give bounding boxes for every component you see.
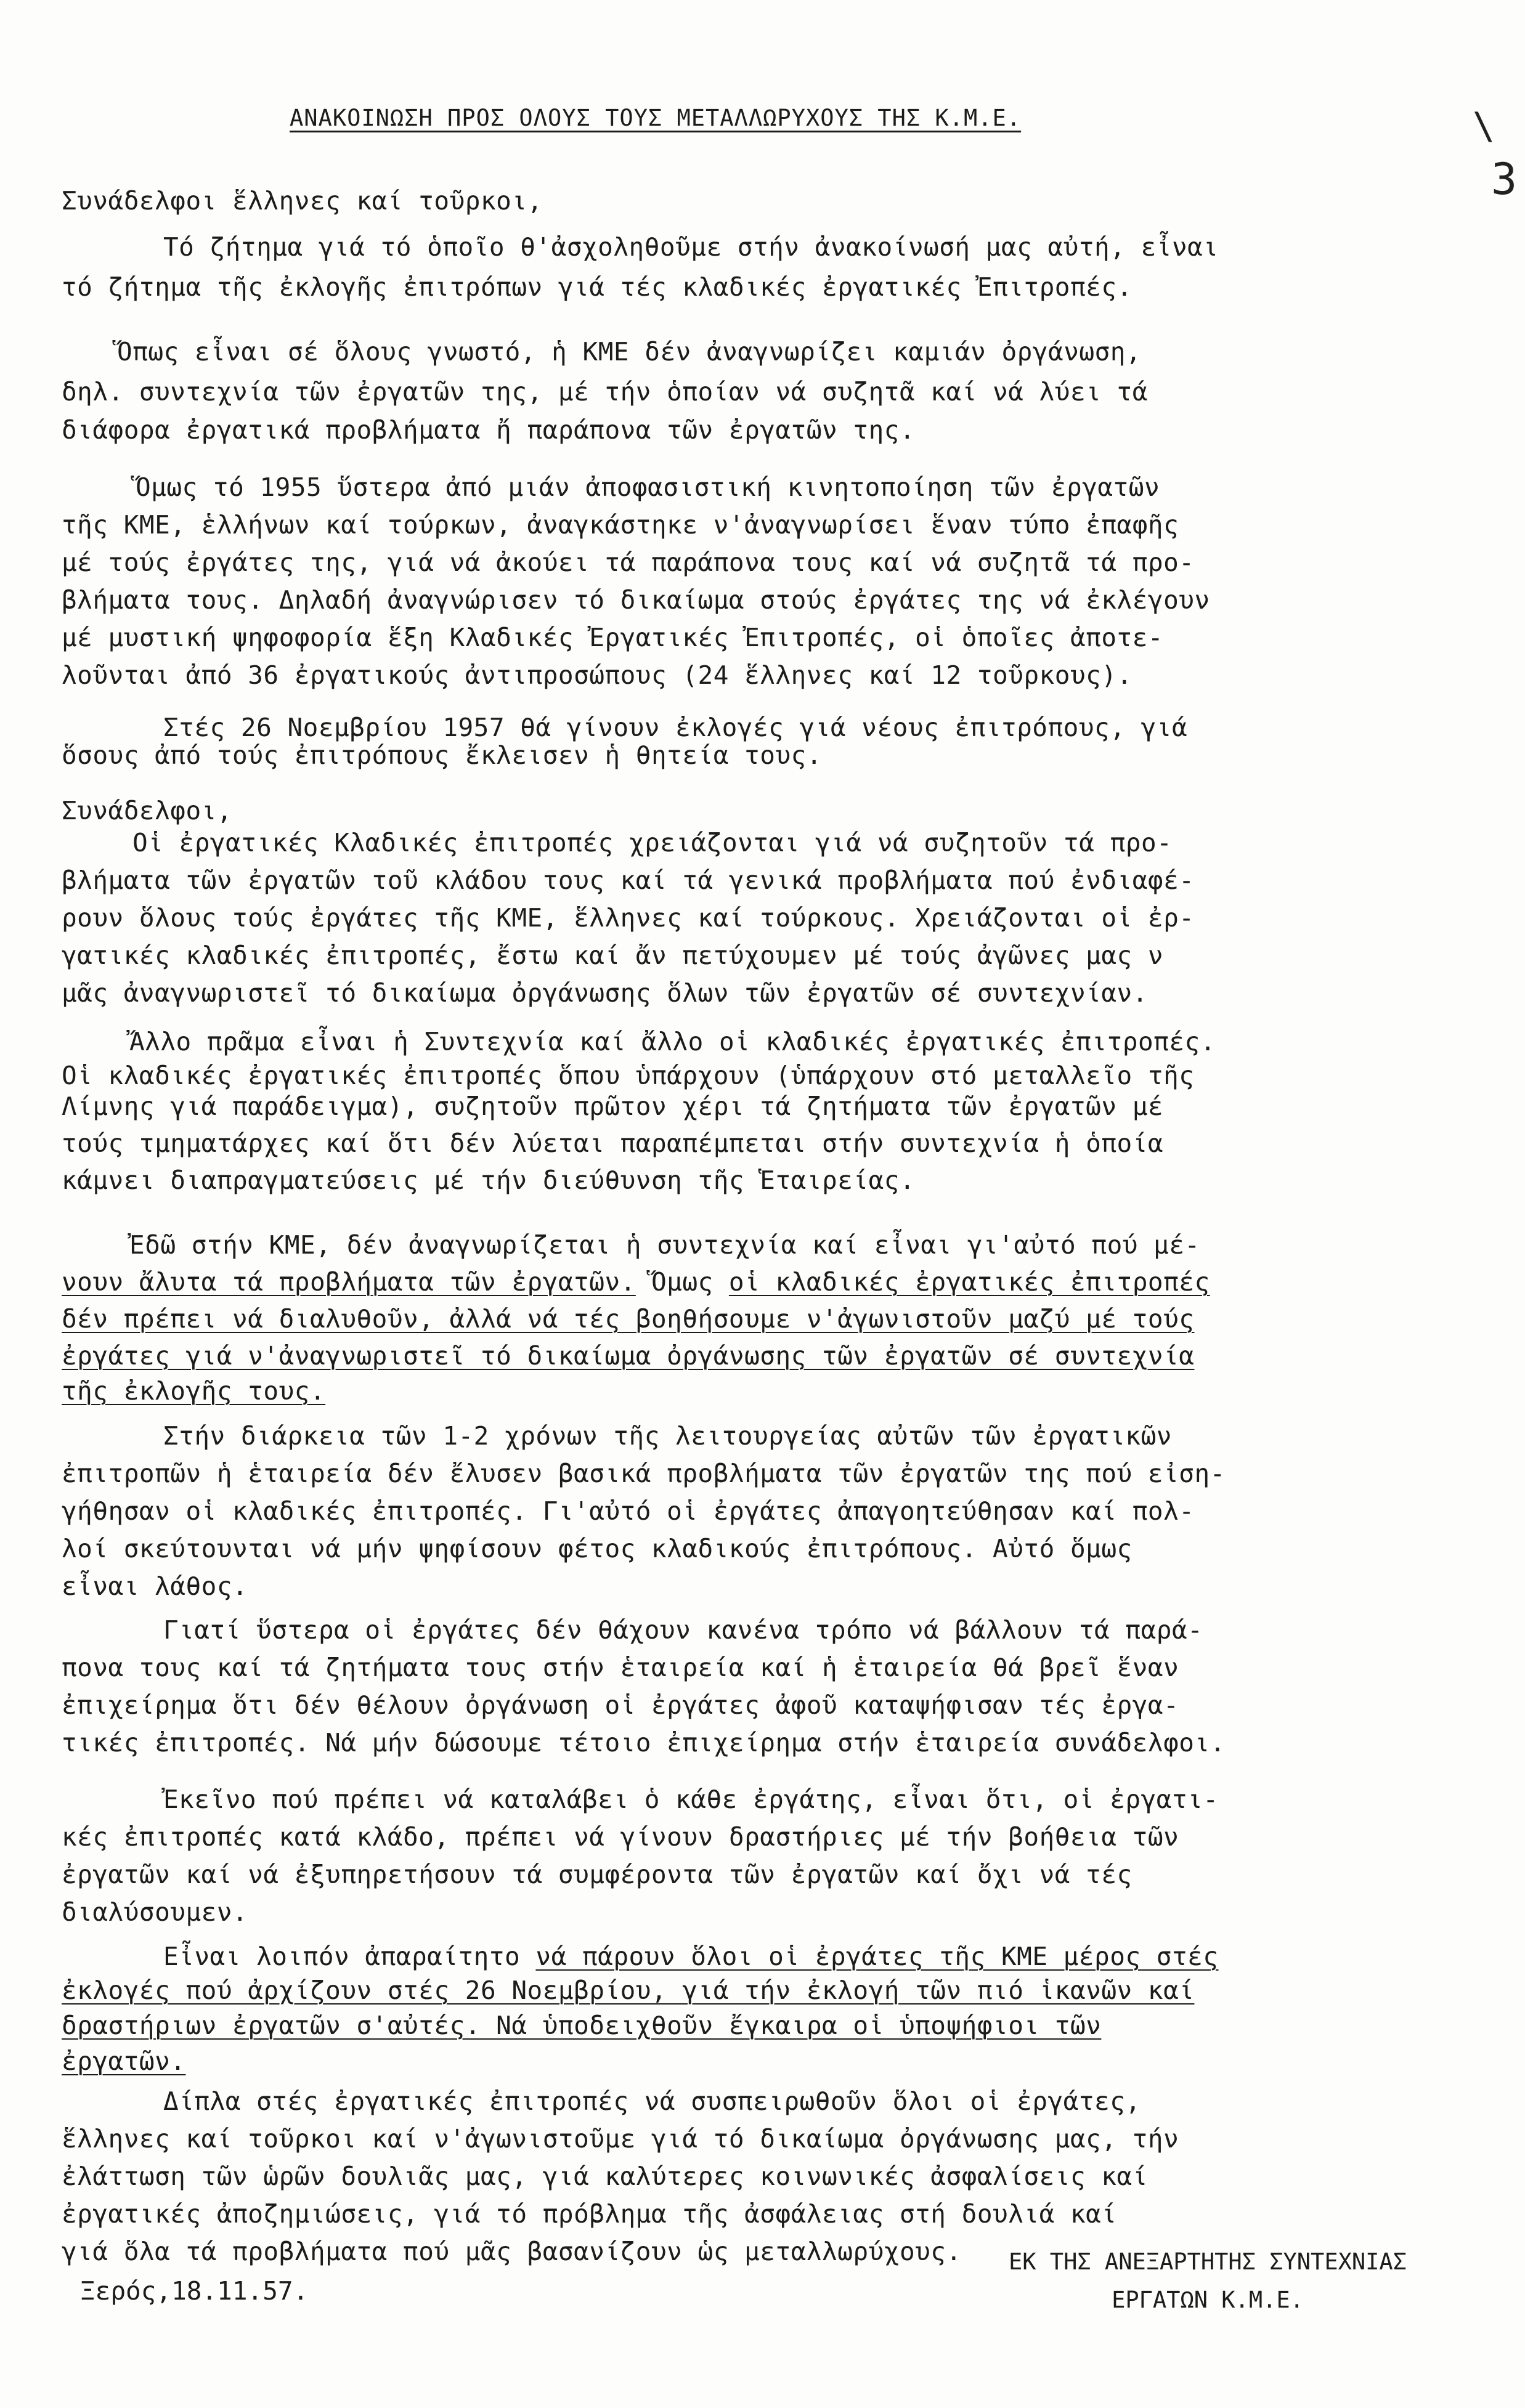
paragraph-line: Στές 26 Νοεμβρίου 1957 θά γίνουν ἐκλογές γιά νέους ἐπιτρόπους, γιά bbox=[163, 713, 1188, 742]
paragraph-line: τό ζήτημα τῆς ἐκλογῆς ἐπιτρόπων γιά τές κλαδικές ἐργατικές Ἐπιτροπές. bbox=[62, 272, 1133, 302]
paragraph-line: ἐργατῶν καί νά ἐξυπηρετήσουν τά συμφέροντα τῶν ἐργατῶν καί ὄχι νά τές bbox=[62, 1860, 1133, 1889]
salutation: Συνάδελφοι ἕλληνες καί τοῦρκοι, bbox=[62, 186, 543, 216]
paragraph-line: γατικές κλαδικές ἐπιτροπές, ἔστω καί ἄν πετύχουμεν μέ τούς ἀγῶνες μας ν bbox=[62, 941, 1164, 970]
paragraph-line: Ὅμως τό 1955 ὕστερα ἀπό μιάν ἀποφασιστική κινητοποίηση τῶν ἐργατῶν bbox=[136, 472, 1160, 502]
paragraph-line: λοί σκεύτουνται νά μήν ψηφίσουν φέτος κλαδικούς ἐπιτρόπους. Αὐτό ὅμως bbox=[62, 1534, 1133, 1563]
paragraph-line: Στήν διάρκεια τῶν 1-2 χρόνων τῆς λειτουργείας αὐτῶν τῶν ἐργατικῶν bbox=[163, 1421, 1172, 1451]
plain-text: Ὅμως bbox=[635, 1267, 729, 1297]
page-number: 3 bbox=[1491, 154, 1518, 205]
paragraph-line: Οἱ κλαδικές ἐργατικές ἐπιτροπές ὅπου ὑπάρχουν (ὑπάρχουν στό μεταλλεῖο τῆς bbox=[62, 1061, 1195, 1090]
paragraph-line: γήθησαν οἱ κλαδικές ἐπιτροπές. Γι'αὐτό οἱ ἐργάτες ἀπαγοητεύθησαν καί πολ- bbox=[62, 1496, 1195, 1526]
paragraph-line: διαλύσουμεν. bbox=[62, 1897, 248, 1927]
paragraph-line: πονα τους καί τά ζητήματα τους στήν ἑταιρεία καί ἡ ἑταιρεία θά βρεῖ ἕναν bbox=[62, 1653, 1179, 1682]
paragraph-line: γιά ὅλα τά προβλήματα πού μᾶς βασανίζουν ὡς μεταλλωρύχους. bbox=[62, 2237, 962, 2266]
paragraph-line: ἐργατικές ἀποζημιώσεις, γιά τό πρόβλημα τῆς ἀσφάλειας στή δουλιά καί bbox=[62, 2199, 1117, 2229]
paragraph-line: μέ μυστική ψηφοφορία ἕξη Κλαδικές Ἐργατικές Ἐπιτροπές, οἱ ὁποῖες ἀποτε- bbox=[62, 623, 1164, 652]
underlined-line: δραστήριων ἐργατῶν σ'αὐτές. Νά ὑποδειχθοῦν ἔγκαιρα οἱ ὑποψήφιοι τῶν bbox=[62, 2011, 1102, 2040]
underlined-line: ἐργατῶν. bbox=[62, 2046, 186, 2076]
underlined-line: τῆς ἐκλογῆς τους. bbox=[62, 1376, 326, 1406]
paragraph-line: Γιατί ὕστερα οἱ ἐργάτες δέν θάχουν κανένα τρόπο νά βάλλουν τά παρά- bbox=[163, 1615, 1203, 1645]
paragraph-line: Ἐδῶ στήν ΚΜΕ, δέν ἀναγνωρίζεται ἡ συντεχνία καί εἶναι γι'αὐτό πού μέ- bbox=[129, 1230, 1200, 1260]
paragraph-line: Ἐκεῖνο πού πρέπει νά καταλάβει ὁ κάθε ἐργάτης, εἶναι ὅτι, οἱ ἐργατι- bbox=[163, 1785, 1219, 1814]
paragraph-line: ὅσους ἀπό τούς ἐπιτρόπους ἔκλεισεν ἡ θητεία τους. bbox=[62, 740, 823, 770]
signature-line: ΕΡΓΑΤΩΝ Κ.Μ.Ε. bbox=[1112, 2287, 1304, 2313]
paragraph-line: Ὅπως εἶναι σέ ὅλους γνωστό, ἡ ΚΜΕ δέν ἀναγνωρίζει καμιάν ὀργάνωση, bbox=[117, 337, 1142, 367]
paragraph-line: τῆς ΚΜΕ, ἑλλήνων καί τούρκων, ἀναγκάστηκε ν'ἀναγνωρίσει ἕναν τύπο ἐπαφῆς bbox=[62, 510, 1179, 540]
corner-mark-icon: \ bbox=[1473, 105, 1495, 148]
paragraph-line: Δίπλα στές ἐργατικές ἐπιτροπές νά συσπειρωθοῦν ὅλοι οἱ ἐργάτες, bbox=[163, 2086, 1141, 2116]
salutation: Συνάδελφοι, bbox=[62, 796, 233, 825]
document-title: ΑΝΑΚΟΙΝΩΣΗ ΠΡΟΣ ΟΛΟΥΣ ΤΟΥΣ ΜΕΤΑΛΛΩΡΥΧΟΥΣ ΤΗΣ Κ.Μ.Ε. bbox=[290, 105, 1022, 131]
paragraph-line bbox=[62, 1266, 1466, 1298]
paragraph-line: λοῦνται ἀπό 36 ἐργατικούς ἀντιπροσώπους (24 ἕλληνες καί 12 τοῦρκους). bbox=[62, 660, 1133, 690]
document-date: Ξερός,18.11.57. bbox=[80, 2276, 309, 2306]
paragraph-line: βλήματα τους. Δηλαδή ἀναγνώρισεν τό δικαίωμα στούς ἐργάτες της νά ἐκλέγουν bbox=[62, 585, 1210, 615]
paragraph-line: βλήματα τῶν ἐργατῶν τοῦ κλάδου τους καί τά γενικά προβλήματα πού ἐνδιαφέ- bbox=[62, 866, 1195, 895]
paragraph-line: ἐλάττωση τῶν ὡρῶν δουλιᾶς μας, γιά καλύτερες κοινωνικές ἀσφαλίσεις καί bbox=[62, 2162, 1148, 2191]
paragraph-line: ἐπιτροπῶν ἡ ἑταιρεία δέν ἔλυσεν βασικά προβλήματα τῶν ἐργατῶν της πού εἰση- bbox=[62, 1459, 1226, 1488]
paragraph-line: μᾶς ἀναγνωριστεῖ τό δικαίωμα ὀργάνωσης ὅλων τῶν ἐργατῶν σέ συντεχνίαν. bbox=[62, 978, 1148, 1008]
underlined-line: ἐργάτες γιά ν'ἀναγνωριστεῖ τό δικαίωμα ὀργάνωσης τῶν ἐργατῶν σέ συντεχνία bbox=[62, 1341, 1195, 1371]
signature-line: ΕΚ ΤΗΣ ΑΝΕΞΑΡΤΗΤΗΣ ΣΥΝΤΕΧΝΙΑΣ bbox=[1008, 2248, 1407, 2275]
paragraph-line: εἶναι λάθος. bbox=[62, 1571, 248, 1601]
underlined-text: οἱ κλαδικές ἐργατικές ἐπιτροπές bbox=[728, 1267, 1210, 1297]
paragraph-line: δηλ. συντεχνία τῶν ἐργατῶν της, μέ τήν ὁποίαν νά συζητᾶ καί νά λύει τά bbox=[62, 377, 1148, 407]
underlined-text: νουν ἄλυτα τά προβλήματα τῶν ἐργατῶν. bbox=[62, 1267, 636, 1297]
underlined-text: νά πάρουν ὅλοι οἱ ἐργάτες τῆς ΚΜΕ μέρος στές bbox=[535, 1942, 1219, 1971]
underlined-line: ἐκλογές πού ἀρχίζουν στές 26 Νοεμβρίου, γιά τήν ἐκλογή τῶν πιό ἱκανῶν καί bbox=[62, 1976, 1195, 2005]
paragraph-line: ἕλληνες καί τοῦρκοι καί ν'ἀγωνιστοῦμε γιά τό δικαίωμα ὀργάνωσης μας, τήν bbox=[62, 2124, 1179, 2154]
paragraph-line: κάμνει διαπραγματεύσεις μέ τήν διεύθυνση τῆς Ἑταιρείας. bbox=[62, 1165, 916, 1195]
plain-text: Εἶναι λοιπόν ἀπαραίτητο bbox=[163, 1942, 536, 1971]
paragraph-line: τούς τμηματάρχες καί ὅτι δέν λύεται παραπέμπεται στήν συντεχνία ἡ ὁποία bbox=[62, 1129, 1164, 1158]
paragraph-line: τικές ἐπιτροπές. Νά μήν δώσουμε τέτοιο ἐπιχείρημα στήν ἑταιρεία συνάδελφοι. bbox=[62, 1728, 1226, 1757]
paragraph-line: Λίμνης γιά παράδειγμα), συζητοῦν πρῶτον χέρι τά ζητήματα τῶν ἐργατῶν μέ bbox=[62, 1092, 1164, 1121]
underlined-line: δέν πρέπει νά διαλυθοῦν, ἀλλά νά τές βοηθήσουμε ν'ἀγωνιστοῦν μαζύ μέ τούς bbox=[62, 1304, 1195, 1334]
paragraph-line: διάφορα ἐργατικά προβλήματα ἤ παράπονα τῶν ἐργατῶν της. bbox=[62, 415, 916, 445]
paragraph-line bbox=[163, 1940, 1525, 1972]
paragraph-line: μέ τούς ἐργάτες της, γιά νά ἀκούει τά παράπονα τους καί νά συζητᾶ τά προ- bbox=[62, 548, 1195, 577]
paragraph-line: Ἄλλο πρᾶμα εἶναι ἡ Συντεχνία καί ἄλλο οἱ κλαδικές ἐργατικές ἐπιτροπές. bbox=[129, 1027, 1216, 1056]
paragraph-line: ρουν ὅλους τούς ἐργάτες τῆς ΚΜΕ, ἕλληνες καί τούρκους. Χρειάζονται οἱ ἐρ- bbox=[62, 903, 1195, 933]
paragraph-line: κές ἐπιτροπές κατά κλάδο, πρέπει νά γίνουν δραστήριες μέ τήν βοήθεια τῶν bbox=[62, 1822, 1179, 1852]
paragraph-line: Οἱ ἐργατικές Κλαδικές ἐπιτροπές χρειάζονται γιά νά συζητοῦν τά προ- bbox=[132, 828, 1173, 857]
paragraph-line: ἐπιχείρημα ὅτι δέν θέλουν ὀργάνωση οἱ ἐργάτες ἀφοῦ καταψήφισαν τές ἐργα- bbox=[62, 1690, 1179, 1720]
paragraph-line: Τό ζήτημα γιά τό ὁποῖο θ'ἀσχοληθοῦμε στήν ἀνακοίνωσή μας αὐτή, εἶναι bbox=[163, 232, 1219, 262]
